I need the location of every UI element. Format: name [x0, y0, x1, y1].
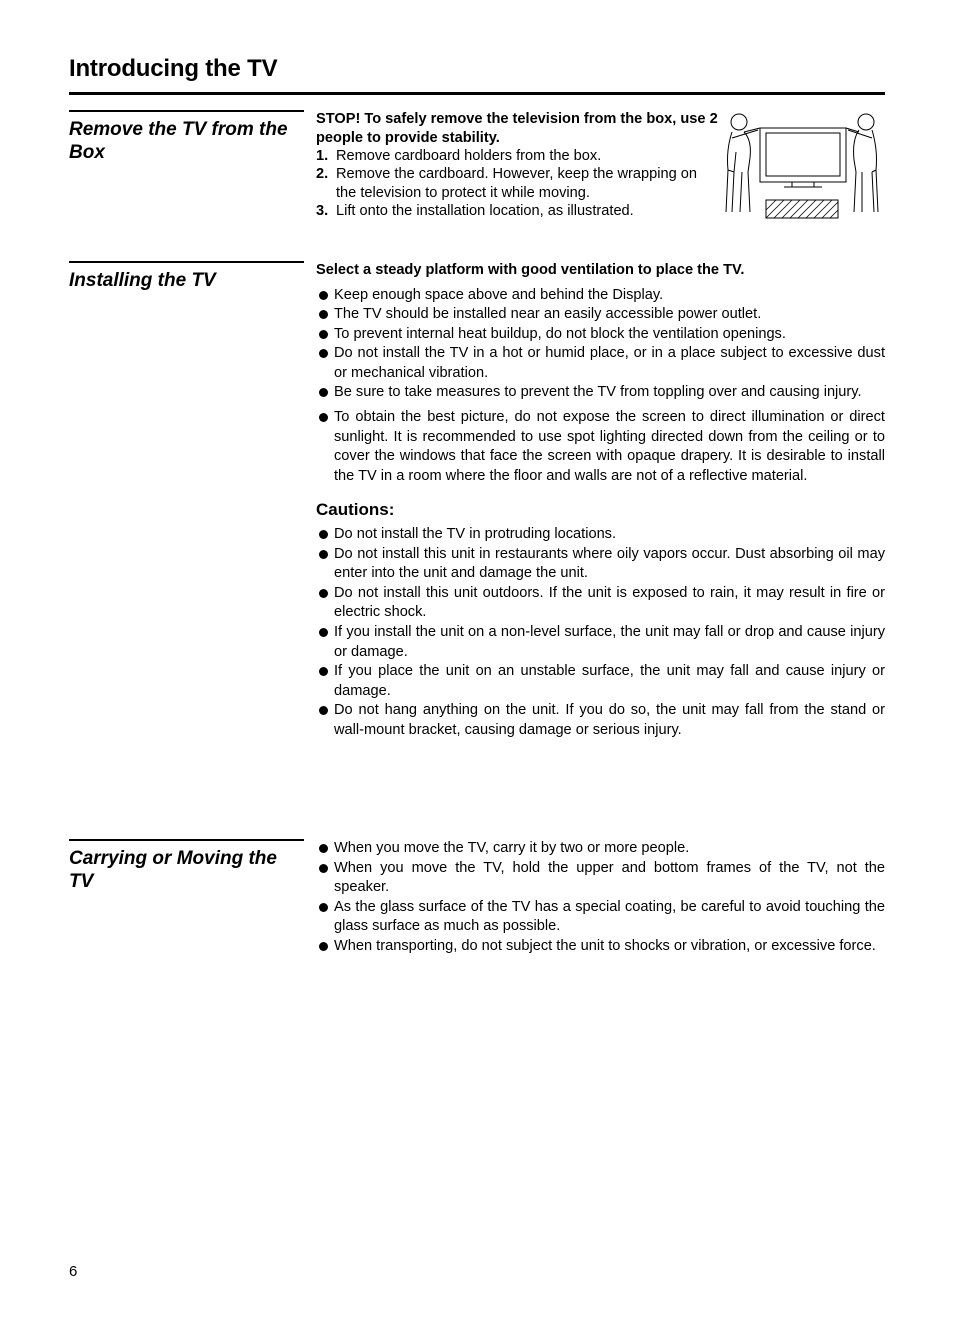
install-section-body — [316, 261, 885, 741]
list-item: Do not install the TV in protruding locations. — [316, 525, 885, 545]
carry-section-body — [316, 839, 885, 957]
remove-section-body — [316, 110, 721, 220]
remove-section — [69, 110, 885, 230]
list-item: As the glass surface of the TV has a special coating, be careful to avoid touching the glass surface as much as possible. — [316, 898, 885, 937]
list-item: Do not install the TV in a hot or humid place, or in a place subject to excessive dust or mechanical vibration. — [316, 344, 885, 383]
step-item — [316, 147, 721, 165]
step-number: 3. — [316, 202, 329, 219]
list-item: To prevent internal heat buildup, do not block the ventilation openings. — [316, 325, 885, 345]
stop-warning: STOP! To safely remove the television from the box, use 2 people to provide stability. — [316, 111, 718, 146]
step-number: 2. — [316, 166, 329, 183]
install-bullet-list — [316, 286, 885, 487]
step-text: Lift onto the installation location, as illustrated. — [336, 202, 634, 219]
list-item: The TV should be installed near an easily accessible power outlet. — [316, 305, 885, 325]
step-item — [316, 165, 721, 202]
platform-instruction: Select a steady platform with good ventilation to place the TV. — [316, 262, 745, 278]
step-item — [316, 202, 721, 220]
list-item: To obtain the best picture, do not expose the screen to direct illumination or direct sunlight. It is recommended to use spot lighting directed down from the ceiling or to cover the windows that face the screen with opaque drapery. It is desirable to install the TV in a room where the floor and walls are not of a reflective material. — [316, 408, 885, 486]
section-heading: Installing the TV — [69, 270, 216, 291]
two-people-lifting-tv-icon — [722, 110, 882, 222]
step-number: 1. — [316, 148, 329, 164]
section-heading: Carrying or Moving the TV — [69, 848, 277, 892]
title-divider — [69, 92, 885, 95]
list-item: Do not hang anything on the unit. If you do so, the unit may fall from the stand or wall-mount bracket, causing damage or serious injury. — [316, 701, 885, 740]
step-text: Remove cardboard holders from the box. — [336, 148, 602, 164]
list-item: When you move the TV, hold the upper and bottom frames of the TV, not the speaker. — [316, 859, 885, 898]
list-item: Be sure to take measures to prevent the TV from toppling over and causing injury. — [316, 383, 885, 403]
list-item: Do not install this unit outdoors. If the unit is exposed to rain, it may result in fire or electric shock. — [316, 584, 885, 623]
section-divider — [69, 110, 304, 112]
section-heading: Remove the TV from the Box — [69, 119, 288, 163]
page-number: 6 — [69, 1263, 78, 1280]
install-section — [69, 261, 885, 791]
cautions-heading: Cautions: — [316, 500, 395, 520]
list-item: Keep enough space above and behind the Display. — [316, 286, 885, 306]
list-item: If you install the unit on a non-level surface, the unit may fall or drop and cause injury or damage. — [316, 623, 885, 662]
page-title: Introducing the TV — [69, 55, 278, 82]
carry-bullet-list — [316, 839, 885, 957]
step-text: Remove the cardboard. However, keep the wrapping on the television to protect it while moving. — [336, 166, 698, 201]
list-item: If you place the unit on an unstable surface, the unit may fall and cause injury or damage. — [316, 662, 885, 701]
cautions-list — [316, 525, 885, 741]
carry-section — [69, 839, 885, 989]
section-divider — [69, 839, 304, 841]
removal-steps — [316, 147, 721, 220]
list-item: When you move the TV, carry it by two or more people. — [316, 839, 885, 859]
list-item: When transporting, do not subject the unit to shocks or vibration, or excessive force. — [316, 937, 885, 957]
section-divider — [69, 261, 304, 263]
list-item: Do not install this unit in restaurants where oily vapors occur. Dust absorbing oil may enter into the unit and damage the unit. — [316, 545, 885, 584]
